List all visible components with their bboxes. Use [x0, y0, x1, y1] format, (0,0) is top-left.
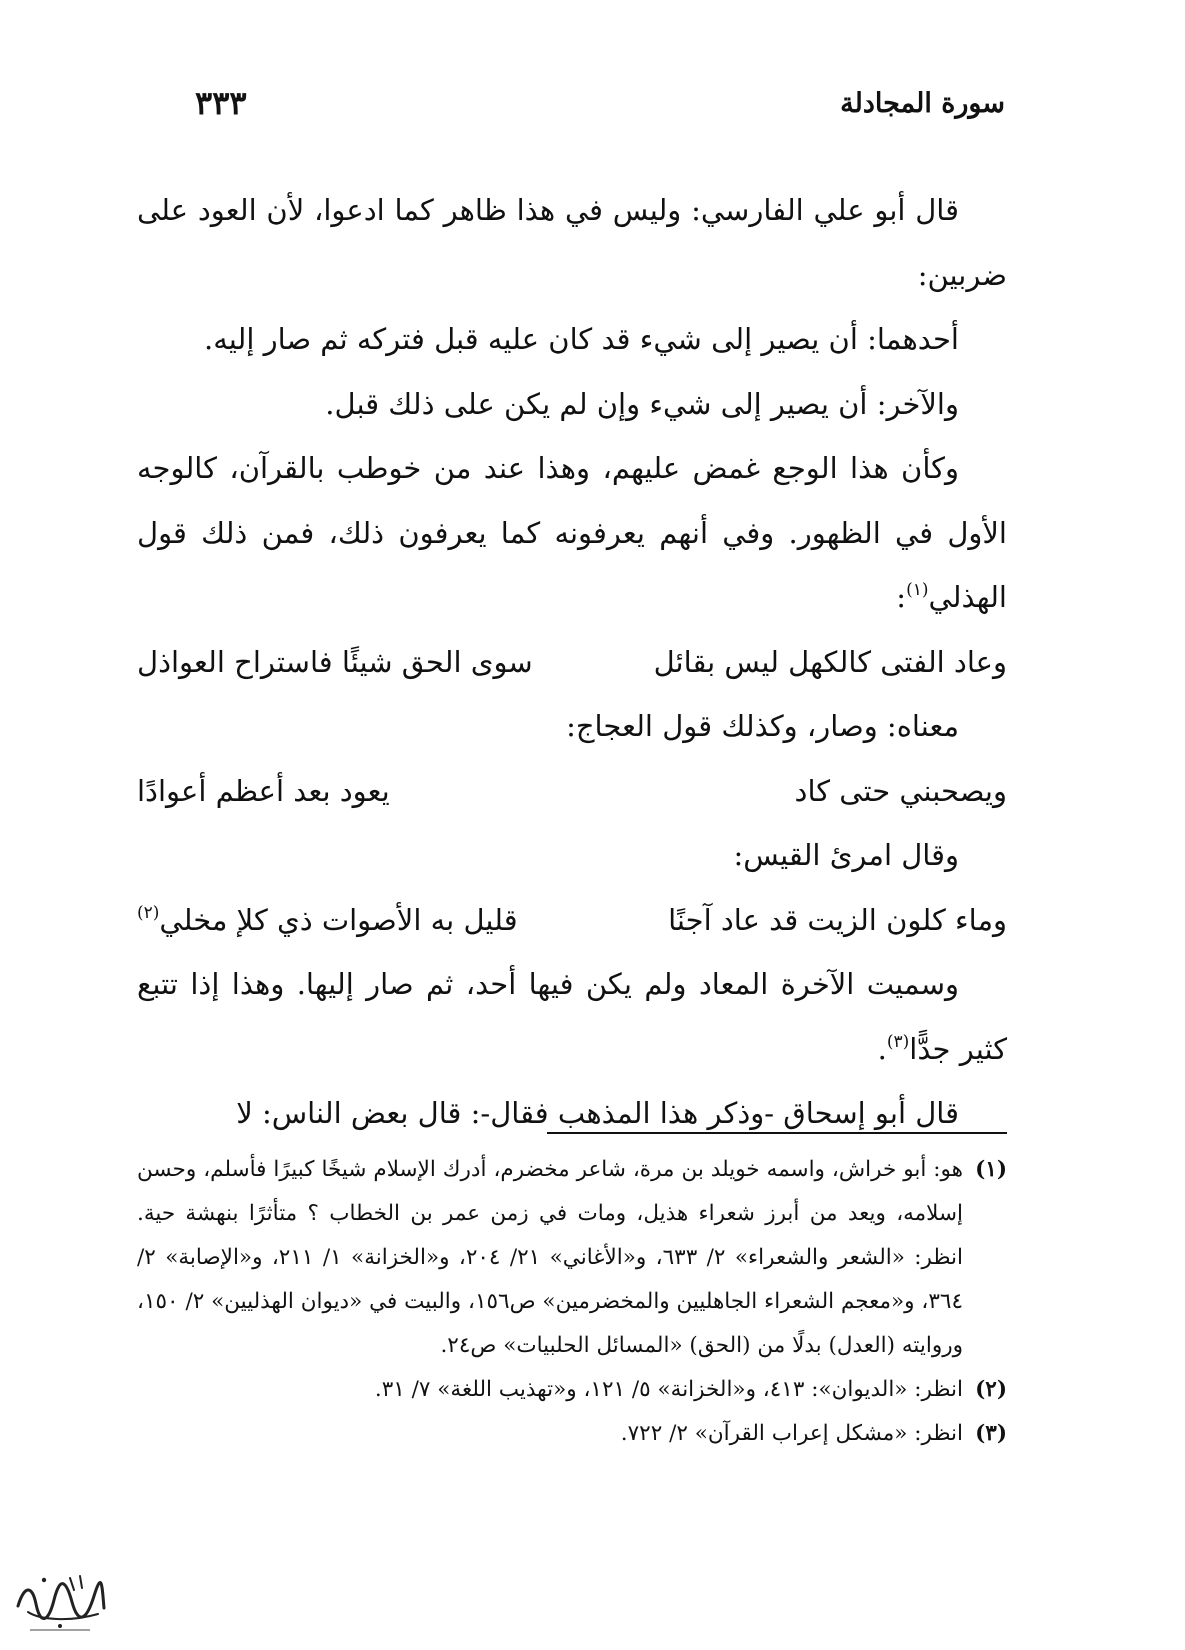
verse-3-first-hemistich [668, 888, 1007, 953]
footnote-ref-1[interactable]: (١) [906, 580, 929, 600]
paragraph-3: والآخر: أن يصير إلى شيء وإن لم يكن على ذلك قبل. [325, 386, 959, 421]
paragraph-8: قال أبو إسحاق -وذكر هذا المذهب فقال-: قال بعض الناس: لا [236, 1096, 959, 1130]
footnote-ref-3[interactable]: (٣) [886, 1031, 910, 1052]
main-text [137, 178, 1007, 1146]
footnote-separator [547, 1132, 1007, 1134]
footnote-2-number: (٢) [975, 1377, 1007, 1402]
footnote-1 [137, 1148, 1007, 1368]
paragraph-2: أحدهما: أن يصير إلى شيء قد كان عليه قبل فتركه ثم صار إليه. [203, 322, 959, 356]
paragraph-7 [137, 952, 1007, 1081]
footnote-2 [137, 1368, 1007, 1412]
footnote-2-text: انظر: «الديوان»: ٤١٣، و«الخزانة» ٥/ ١٢١، و«تهذيب اللغة» ٧/ ٣١. [374, 1377, 963, 1402]
publisher-logo-icon [10, 1566, 110, 1636]
footnote-1-text: هو: أبو خراش، واسمه خويلد بن مرة، شاعر مخضرم، أدرك الإسلام شيخًا كبيرًا فأسلم، وحسن إسلامه، ويعد من أبرز شعراء هذيل، ومات في زمن عمر بن الخطاب ؟ متأثرًا بنهشة حية. انظر: «الشعر والشعراء» ٢/ ٦٣٣، و«الأغاني» ٢١/ ٢٠٤، و«الخزانة» ١/ ٢١١، و«الإصابة» ٢/ ٣٦٤، و«معجم الشعراء الجاهليين والمخضرمين» ص١٥٦، والبيت في «ديوان الهذليين» ٢/ ١٥٠، وروايته (العدل) بدلًا من (الحق) «المسائل الحلبيات» ص٢٤. [137, 1157, 963, 1358]
footnote-3-text: انظر: «مشكل إعراب القرآن» ٢/ ٧٢٢. [620, 1421, 963, 1446]
verse-1-second-hemistich: سوى الحق شيئًا فاستراح العواذل [137, 644, 533, 679]
paragraph-4-text: وكأن هذا الوجع غمض عليهم، وهذا عند من خوطب بالقرآن، كالوجه الأول في الظهور. وفي أنهم يعرفونه كما يعرفون ذلك، فمن ذلك قول الهذلي [137, 451, 1007, 614]
page-number: ٣٣٣ [195, 84, 247, 122]
paragraph-4-tail: : [896, 580, 907, 614]
paragraph-7-tail: . [877, 1031, 887, 1066]
paragraph-4 [137, 436, 1007, 630]
footnote-3-number: (٣) [975, 1421, 1007, 1446]
footnote-3 [137, 1412, 1007, 1456]
paragraph-6: وقال امرئ القيس: [733, 838, 959, 872]
verse-2-second-hemistich: يعود بعد أعظم أعوادًا [137, 773, 390, 808]
verse-3-second-hemistich [137, 888, 518, 953]
verse-3 [137, 888, 1007, 953]
surah-title: سورة المجادلة [840, 88, 1005, 119]
page-header [195, 84, 1005, 138]
footnote-ref-2[interactable]: (٢) [137, 902, 160, 923]
paragraph-1: قال أبو علي الفارسي: وليس في هذا ظاهر كما ادعوا، لأن العود على ضربين: [137, 193, 1007, 292]
footnote-1-number: (١) [975, 1157, 1007, 1182]
verse-2-first-hemistich: ويصحبني حتى كاد [794, 773, 1007, 808]
verse-2 [137, 759, 1007, 824]
verse-1 [137, 630, 1007, 695]
paragraph-5: معناه: وصار، وكذلك قول العجاج: [566, 709, 959, 743]
verse-1-first-hemistich: وعاد الفتى كالكهل ليس بقائل [653, 644, 1007, 679]
footnotes [137, 1148, 1007, 1456]
verse-3-first-text: وماء كلون الزيت قد عاد آجنًا [668, 902, 1007, 937]
verse-3-second-text: قليل به الأصوات ذي كلإ مخلي [159, 902, 518, 937]
paragraph-7-text: وسميت الآخرة المعاد ولم يكن فيها أحد، ثم صار إليها. وهذا إذا تتبع كثير جدًّا [137, 967, 1007, 1066]
